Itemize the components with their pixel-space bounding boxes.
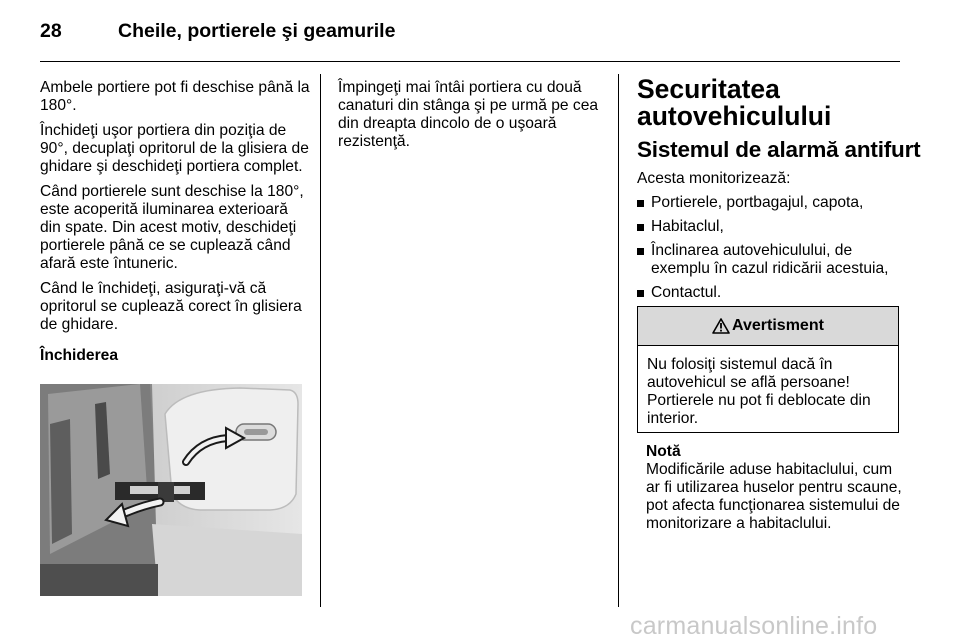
paragraph: Împingeţi mai întâi portiera cu două canaturi din stânga şi pe urmă pe cea din dreapta dincolo de o uşoară rezistenţă. — [338, 79, 599, 150]
paragraph: Când le închideţi, asiguraţi-vă că opritorul se cuplează corect în glisiera de ghidare. — [40, 280, 302, 333]
list-item-text: Înclinarea autovehiculului, de exemplu în cazul ridicării acestuia, — [651, 242, 889, 277]
intro-text: Acesta monitorizează: — [637, 170, 791, 187]
paragraph: Închideţi uşor portiera din poziţia de 90°, decuplaţi opritorul de la glisiera de ghidare şi deschideţi portiera complet. — [40, 122, 309, 175]
bullet-square-icon — [637, 200, 644, 207]
note-title: Notă — [646, 443, 681, 460]
page-title: Cheile, portierele şi geamurile — [118, 20, 396, 42]
bullet-square-icon — [637, 248, 644, 255]
bullet-square-icon — [637, 290, 644, 297]
column-3 — [637, 74, 921, 308]
column-2 — [338, 79, 610, 158]
list-item — [637, 242, 903, 278]
section-subheading: Sistemul de alarmă antifurt — [637, 137, 921, 162]
column-divider-1 — [320, 74, 321, 607]
column-divider-2 — [618, 74, 619, 607]
note-block — [646, 443, 906, 533]
paragraph: Ambele portiere pot fi deschise până la 180°. — [40, 79, 310, 114]
header-rule — [40, 61, 900, 62]
note-text: Modificările aduse habitaclului, cum ar fi utilizarea huselor pentru scaune, pot afecta funcţionarea sistemului de monitorizare a habitaclului. — [646, 461, 902, 532]
warning-header — [638, 307, 898, 346]
warning-triangle-icon — [712, 318, 730, 334]
page-number: 28 — [40, 20, 62, 42]
list-item — [637, 284, 903, 302]
paragraph: Când portierele sunt deschise la 180°, este acoperită iluminarea exterioară din spate. Din acest motiv, deschideţi portierele până ce se cuplează când afară este întuneric. — [40, 183, 304, 272]
warning-box — [637, 306, 899, 433]
warning-text: Nu folosiţi sistemul dacă în autovehicul se află persoane! Portierele nu pot fi deblocate din interior. — [647, 356, 871, 427]
watermark: carmanualsonline.info — [630, 612, 878, 640]
list-item-text: Contactul. — [651, 284, 722, 301]
closing-subheading: Închiderea — [40, 347, 118, 364]
rear-door-photo — [40, 384, 302, 596]
list-item — [637, 218, 903, 236]
list-item-text: Habitaclul, — [651, 218, 724, 235]
list-item — [637, 194, 903, 212]
list-item-text: Portierele, portbagajul, capota, — [651, 194, 864, 211]
bullet-square-icon — [637, 224, 644, 231]
section-heading: Securitatea autovehiculului — [637, 74, 832, 131]
column-1 — [40, 79, 312, 372]
warning-title: Avertisment — [732, 317, 824, 334]
